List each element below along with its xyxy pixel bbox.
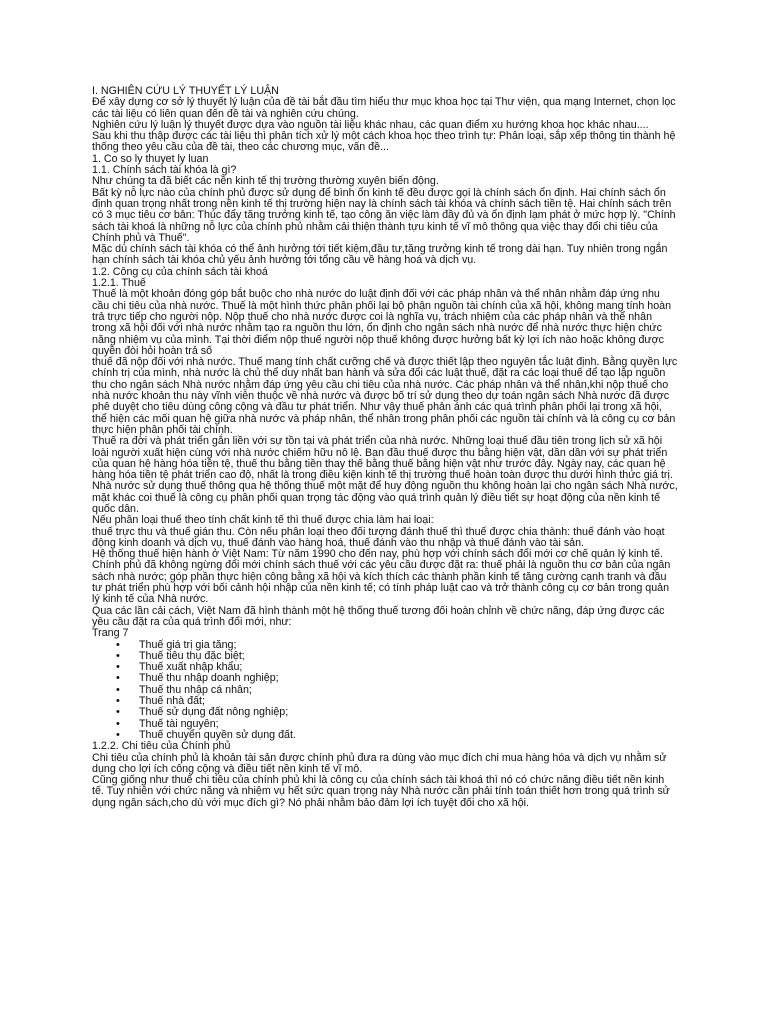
list-item: • Thuế xuất nhập khẩu;	[139, 662, 678, 673]
paragraph: Thuế ra đời và phát triển gắn liền với sự tồn tại và phát triển của nhà nước. Những loại thuế đầu tiên trong lịch sử xã hội loài người xuất hiện cùng với nhà nước chiếm hữu nô lệ. Ban đầu thuế được thu bằng hiện vật, dần dần với sự phát triển của quan hệ hàng hóa tiền tệ, thuế thu bằng tiền thay thế bằng thuế bằng hiện vật như trước đây. Ngày nay, các quan hệ hàng hóa tiền tệ phát triển cao độ, nhất là trong điều kiện kinh tế thị trường thuế hoàn toàn được thu dưới hình thức giá trị. Nhà nước sử dụng thuế thông qua hệ thống thuế một mặt để huy động nguồn thu không hoàn lại cho ngân sách Nhà nước, mặt khác coi thuế là công cụ phân phối quan trọng tác động vào quá trình quản lý điều tiết sự hoạt động của nền kinh tế quốc dân.	[92, 435, 678, 515]
list-item: • Thuế thu nhập doanh nghiệp;	[139, 673, 678, 684]
section-title: 1.2. Công cụ của chính sách tài khoá	[92, 265, 268, 278]
heading: I. NGHIÊN CỨU LÝ THUYẾT LÝ LUẬN	[92, 85, 279, 97]
paragraph: Nghiên cứu lý luận lý thuyết được dựa vào nguồn tài liệu khác nhau, các quan điểm xu hướng khoa học khác nhau....	[92, 118, 649, 131]
tax-list	[92, 640, 678, 742]
paragraph: thuế đã nộp đối với nhà nước. Thuế mang tính chất cưỡng chế và được thiết lập theo nguyên tắc luật định. Bằng quyền lực chính trị của mình, nhà nước là chủ thể duy nhất ban hành và sửa đổi các luật thuế, đặt ra các loại thuế để tạo lập nguồn thu cho ngân sách Nhà nước nhằm đáp ứng yêu cầu chi tiêu của nhà nước. Các pháp nhân và thể nhân,khi nộp thuế cho nhà nước khoản thu này vĩnh viễn thuộc về nhà nước và được bố trí sử dụng theo dự toán ngân sách Nhà nước đã được phê duyệt cho tiêu dùng công cộng và đầu tư phát triển. Như vậy thuế phản ánh các quá trình phân phối lại trong xã hội, thể hiện các mối quan hệ giữa nhà nước và pháp nhân, thể nhân trong phân phối các nguồn tài chính và là công cụ cơ bản thực hiện phân phối tài chính.	[92, 356, 678, 436]
list-item: • Thuế giá trị gia tăng;	[139, 640, 678, 651]
paragraph: Chi tiêu của chính phủ là khoản tài sản được chính phủ đưa ra dùng vào mục đích chi mua hàng hóa và dịch vụ nhằm sử dụng cho lợi ích công cộng và điều tiết nền kinh tế vĩ mô.	[92, 751, 667, 775]
paragraph: Bất kỳ nỗ lực nào của chính phủ được sử dụng để bình ổn kinh tế đều được gọi là chính sách ổn định. Hai chính sách ổn định quan trọng nhất trong nền kinh tế thị trường hiện nay là chính sách tài khóa và chính sách tiền tệ. Hai chính sách trên có 3 mục tiêu cơ bản: Thúc đẩy tăng trưởng kinh tế, tạo công ăn việc làm đầy đủ và ổn định lạm phát ở mức hợp lý. "Chính sách tài khoá là những nỗ lực của chính phủ nhằm cải thiện thành tựu kinh tế vĩ mô thông qua việc thay đổi chi tiêu của Chính phủ và Thuế".	[92, 186, 676, 244]
paragraph: Cũng giống như thuế chi tiêu của chính phủ khi là công cụ của chính sách tài khoá thì nó có chức năng điều tiết nền kinh tế. Tuy nhiên với chức năng và nhiệm vụ hết sức quan trọng này Nhà nước cần phải tính toán thiết hơn trong quá trình sử dụng ngân sách,cho dù với mục đích gì? Nó phải nhằm bảo đảm lợi ích tuyệt đối cho xã hội.	[92, 774, 670, 809]
paragraph: Qua các lần cải cách, Việt Nam đã hình thành một hệ thống thuế tương đối hoàn chỉnh về chức năng, đáp ứng được các yêu cầu đặt ra của quá trình đổi mới, như:	[92, 604, 665, 628]
list-item: • Thuế sử dụng đất nông nghiệp;	[139, 707, 678, 718]
list-item: • Thuế chuyển quyền sử dụng đất.	[139, 730, 678, 741]
paragraph: Sau khi thu thập được các tài liệu thì phân tích xử lý một cách khoa học theo trình tự: Phân loại, sắp xếp thông tin thành hệ thống theo yêu cầu của đề tài, theo các chương mục, vấn đề...	[92, 130, 676, 154]
document-page	[92, 86, 678, 809]
paragraph: thuế trực thu và thuế gián thu. Còn nếu phân loại theo đối tượng đánh thuế thì thuế được chia thành: thuế đánh vào hoạt động kinh doanh và dịch vụ, thuế đánh vào hàng hoá, thuế đánh vào thu nhập và thuế đánh vào tài sản.	[92, 525, 665, 549]
subsection-title: 1.2.1. Thuế	[92, 277, 146, 290]
list-item: • Thuế tiêu thụ đặc biệt;	[139, 651, 678, 662]
section-title: 1. Co so ly thuyet ly luan	[92, 152, 209, 165]
list-item: • Thuế nhà đất;	[139, 696, 678, 707]
list-item: • Thuế tài nguyên;	[139, 719, 678, 730]
paragraph: Để xây dựng cơ sở lý thuyết lý luận của đề tài bắt đầu tìm hiểu thư mục khoa học tại Thư viện, qua mạng Internet, chọn lọc các tài liệu có liên quan đến đề tài và nghiên cứu chúng.	[92, 96, 676, 120]
paragraph: Như chúng ta đã biết các nền kinh tế thị trường thường xuyên biến động.	[92, 175, 439, 188]
subsection-title: 1.1. Chính sách tài khóa là gì?	[92, 164, 237, 177]
list-item: • Thuế thu nhập cá nhân;	[139, 685, 678, 696]
paragraph: Mặc dù chính sách tài khóa có thể ảnh hưởng tới tiết kiệm,đầu tư,tăng trưởng kinh tế trong dài hạn. Tuy nhiên trong ngắn hạn chính sách tài khóa chủ yếu ảnh hưởng tới tổng cầu về hàng hoá và dịch vụ.	[92, 243, 668, 267]
paragraph: Thuế là một khoản đóng góp bắt buộc cho nhà nước do luật định đối với các pháp nhân và thể nhân nhằm đáp ứng nhu cầu chi tiêu của nhà nước. Thuế là một hình thức phân phối lại bộ phận nguồn tài chính của xã hội, không mang tính hoàn trả trực tiếp cho người nộp. Nộp thuế cho nhà nước được coi là nghĩa vụ, trách nhiệm của các pháp nhân và thể nhân trong xã hội đối với nhà nước nhằm tạo ra nguồn thu lớn, ổn định cho ngân sách nhà nước để nhà nước thực hiện chức năng nhiệm vụ của mình. Tại thời điểm nộp thuế người nộp thuế không được hưởng bất kỳ lợi ích nào hoặc không được quyền đòi hỏi hoàn trả số	[92, 288, 672, 357]
paragraph: Hệ thống thuế hiện hành ở Việt Nam: Từ năm 1990 cho đến nay, phù hợp với chính sách đổi mới cơ chế quản lý kinh tế. Chính phủ đã không ngừng đổi mới chính sách thuế với các yêu cầu được đặt ra: thuế phải là nguồn thu cơ bản của ngân sách nhà nước; góp phần thực hiện công bằng xã hội và kích thích các thành phần kinh tế tăng cường cạnh tranh và đầu tư phát triển phù hợp với bối cảnh hội nhập của nền kinh tế; có tính pháp luật cao và trở thành công cụ cơ bản trong quản lý kinh tế của Nhà nước.	[92, 548, 671, 606]
subsection-title: 1.2.2. Chi tiêu của Chính phủ	[92, 740, 231, 753]
paragraph: Nếu phân loại thuế theo tính chất kinh tế thì thuế được chia làm hai loại:	[92, 514, 434, 527]
page-number-label: Trang 7	[92, 627, 129, 640]
